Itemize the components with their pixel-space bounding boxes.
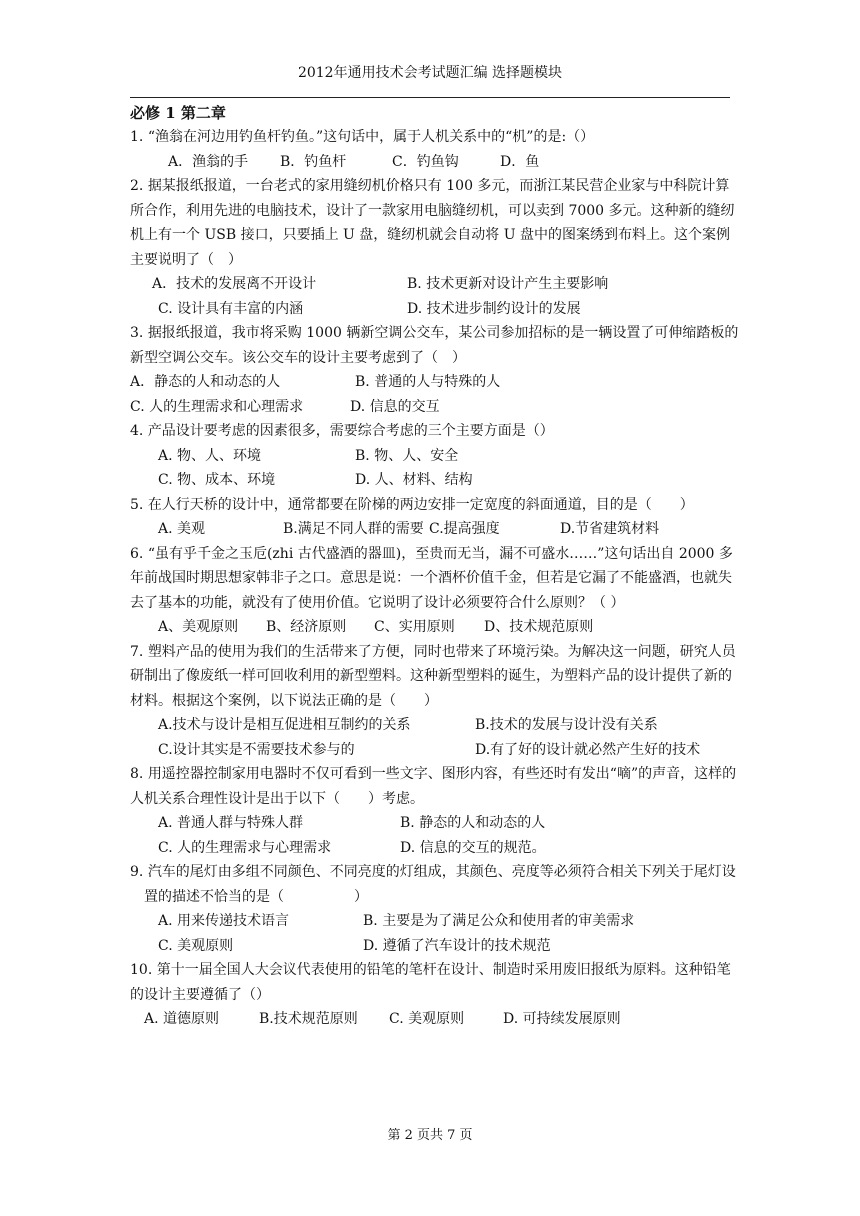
question-text: 塑料产品的使用为我们的生活带来了方便，同时也带来了环境污染。为解决这一问题，研究人员研制出了像废纸一样可回收利用的新型塑料。这种新型塑料的诞生，为塑料产品的设计提供了新的材料。根据这个案例，以下说法正确的是（ ） [130,643,736,709]
question-stem [130,860,740,909]
answer-option: B. 普通的人与特殊的人 [355,374,501,390]
question-text: “渔翁在河边用钓鱼杆钓鱼。”这句话中，属于人机关系中的“机”的是:（） [147,129,595,145]
answer-option: D. 可持续发展原则 [503,1011,621,1027]
option-row [130,811,740,836]
question-stem [130,493,740,518]
answer-option: C.设计其实是不需要技术参与的 [158,741,355,758]
question-stem [130,125,740,150]
option-row [130,713,740,738]
question-text: “虽有乎千金之玉卮(zhi 古代盛酒的器皿)，至贵而无当，漏不可盛水……”这句话出自 2000 多年前战国时期思想家韩非子之口。意思是说：一个酒杯价值千金，但若是它漏了不能盛酒，也就失去了基本的功能，就没有了使用价值。它说明了设计必须要符合什么原则？（ ） [130,545,733,611]
answer-option: A、美观原则 [158,619,239,635]
answer-option: D. 信息的交互的规范。 [400,839,546,856]
answer-option: B、经济原则 [266,619,347,635]
question-stem [130,321,740,370]
question-number: 4. [130,423,144,439]
question-text: 第十一届全国人大会议代表使用的铅笔的笔杆在设计、制造时采用废旧报纸为原料。这种铅笔的设计主要遵循了（） [130,962,731,1003]
answer-option: A．渔翁的手 [168,153,249,170]
question-text: 据某报纸报道，一台老式的家用缝纫机价格只有 100 多元，而浙江某民营企业家与中科院计算所合作，利用先进的电脑技术，设计了一款家用电脑缝纫机，可以卖到 7000 多元。这种新的缝纫机上有一个 USB 接口，只要插上 U 盘，缝纫机就会自动将 U 盘中的图案绣到布料上。这个案例主要说明了（ ） [130,178,735,268]
answer-option: B. 静态的人和动态的人 [400,815,546,831]
answer-option: A. 普通人群与特殊人群 [158,815,304,831]
option-row [130,272,740,297]
answer-option: C. 设计具有丰富的内涵 [158,300,304,317]
question-text: 用遥控器控制家用电器时不仅可看到一些文字、图形内容，有些还时有发出“嘀”的声音，这样的人机关系合理性设计是出于以下（ ）考虑。 [130,766,737,807]
option-row [130,738,740,763]
question-number: 10. [130,962,153,978]
question-number: 9. [130,864,144,880]
answer-option: D. 遵循了汽车设计的技术规范 [363,937,551,954]
answer-option: A. 用来传递技术语言 [158,913,290,929]
question-number: 8. [130,766,144,782]
answer-option: C. 物、成本、环境 [158,472,276,488]
question-text: 在人行天桥的设计中，通常都要在阶梯的两边安排一定宽度的斜面通道，目的是（ ） [147,496,694,513]
question-text: 产品设计要考虑的因素很多，需要综合考虑的三个主要方面是（） [147,423,554,439]
question-stem [130,542,740,616]
header-rule [130,97,730,98]
question-stem [130,762,740,811]
answer-option: B．钓鱼杆 [280,153,347,170]
answer-option: A．静态的人和动态的人 [130,374,281,390]
question-stem [130,419,740,444]
answer-option: D.节省建筑材料 [560,521,660,537]
document-body [130,101,740,1032]
page-footer: 第 2 页共 7 页 [387,1128,473,1143]
option-row [130,395,740,420]
option-row [130,370,740,395]
option-row [130,444,740,469]
answer-option: D. 人、材料、结构 [355,472,473,488]
answer-option: B. 物、人、安全 [355,447,459,464]
answer-option: B.技术规范原则 [259,1011,358,1027]
question-list [130,125,740,1032]
question-stem [130,174,740,272]
question-text: 据报纸报道，我市将采购 1000 辆新空调公交车，某公司参加招标的是一辆设置了可伸缩踏板的新型空调公交车。该公交车的设计主要考虑到了（ ） [130,325,739,366]
question-number: 5. [130,496,144,513]
page-header: 2012年通用技术会考试题汇编 选择题模块 [297,65,563,81]
option-row [130,297,740,322]
option-row [130,934,740,959]
answer-option: A. 道德原则 [144,1011,220,1027]
question-text: 汽车的尾灯由多组不同颜色、不同亮度的灯组成，其颜色、亮度等必须符合相关下列关于尾灯设置的描述不恰当的是（ ） [144,864,736,905]
answer-option: D. 信息的交互 [350,398,440,415]
answer-option: D. 技术进步制约设计的发展 [407,300,581,317]
question-number: 3. [130,325,144,341]
answer-option: C. 人的生理需求与心理需求 [158,839,332,856]
option-row [130,1007,740,1032]
answer-option: C、实用原则 [374,619,455,635]
answer-option: B.技术的发展与设计没有关系 [475,717,658,733]
answer-option: D．鱼 [500,153,540,170]
question-number: 1. [130,129,144,145]
answer-option: C. 人的生理需求和心理需求 [130,398,304,415]
option-row [130,468,740,493]
option-row [130,836,740,861]
question-number: 7. [130,643,144,660]
answer-option: A. 物、人、环境 [158,447,262,464]
question-stem [130,640,740,714]
section-heading: 必修 1 第二章 [130,104,226,122]
question-number: 2. [130,178,144,194]
answer-option: B. 技术更新对设计产生主要影响 [407,276,609,292]
option-row [130,150,740,175]
answer-option: D、技术规范原则 [484,619,594,635]
answer-option: D.有了好的设计就必然产生好的技术 [475,741,701,758]
answer-option: C．钓鱼钩 [392,153,459,170]
question-number: 6. [130,545,144,562]
answer-option: B. 主要是为了满足公众和使用者的审美需求 [363,913,635,929]
answer-option: A. 美观 [158,521,206,537]
answer-option: C.提高强度 [429,521,500,537]
answer-option: C. 美观原则 [389,1011,465,1027]
answer-option: B.满足不同人群的需要 [283,521,424,537]
answer-option: C. 美观原则 [158,937,234,954]
option-row [130,615,740,640]
answer-option: A.技术与设计是相互促进相互制约的关系 [158,717,411,733]
option-row [130,909,740,934]
answer-option: A．技术的发展离不开设计 [152,276,317,292]
question-stem [130,958,740,1007]
option-row [130,517,740,542]
